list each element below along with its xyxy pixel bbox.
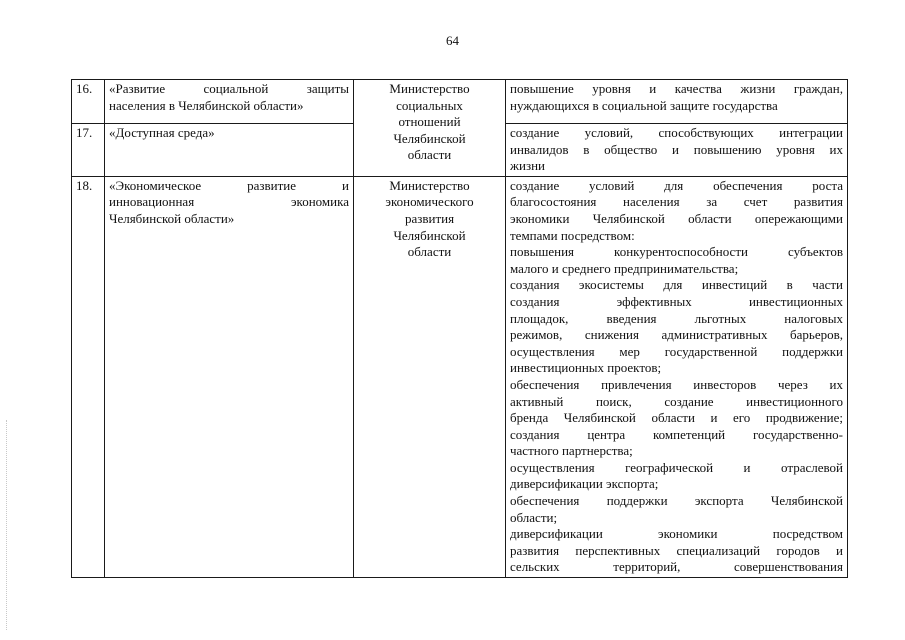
goal-line: обеспечения привлечения инвесторов через их xyxy=(510,376,843,392)
goal-line: инвалидов в общество и повышению уровня их xyxy=(510,141,843,157)
program-name-line: «Доступная среда» xyxy=(109,125,215,140)
goal-line: обеспечения поддержки экспорта Челябинской xyxy=(510,493,843,509)
scan-edge-artifact xyxy=(6,420,8,630)
ministry-line: социальных xyxy=(396,97,463,113)
goal-line: активный поиск, создание инвестиционного xyxy=(510,393,843,409)
goal-line: развития перспективных специализаций городов и xyxy=(510,542,843,558)
goal-line: темпами посредством: xyxy=(510,227,635,243)
goal-line: создания эффективных инвестиционных xyxy=(510,293,843,309)
ministry-line: области xyxy=(407,244,452,260)
goal-line: области; xyxy=(510,509,558,525)
goal-line: повышение уровня и качества жизни граждан, xyxy=(510,81,843,96)
goal-line: создание условий для обеспечения роста xyxy=(510,177,843,193)
goal-line: благосостояния населения за счет развития xyxy=(510,194,843,210)
goal-line: частного партнерства; xyxy=(510,443,633,459)
goal-line: экономики Челябинской области опережающими xyxy=(510,210,843,226)
goal-line: осуществления мер государственной поддержки xyxy=(510,343,843,359)
responsible-ministry xyxy=(354,80,506,177)
goal-line: малого и среднего предпринимательства; xyxy=(510,260,739,276)
row-number: 17. xyxy=(72,124,105,177)
program-goal xyxy=(506,124,848,177)
goal-line: осуществления географической и отраслевой xyxy=(510,459,843,475)
table-row-16 xyxy=(72,80,848,124)
table-row-18 xyxy=(72,176,848,577)
goal-line: жизни xyxy=(510,158,545,174)
goal-line: площадок, введения льготных налоговых xyxy=(510,310,843,326)
ministry-line: Челябинской xyxy=(393,130,466,146)
goal-line: диверсификации экспорта; xyxy=(510,476,659,492)
row-number: 16. xyxy=(72,80,105,124)
ministry-line: экономического xyxy=(385,194,474,210)
goal-line: создание условий, способствующих интеграции xyxy=(510,125,843,140)
ministry-line: отношений xyxy=(398,114,461,130)
program-name xyxy=(105,124,354,177)
program-name xyxy=(105,80,354,124)
program-name-line: инновационная экономика xyxy=(109,194,349,210)
ministry-line: Министерство xyxy=(389,177,470,193)
program-name-line: «Экономическое развитие и xyxy=(109,177,349,193)
program-name-line: населения в Челябинской области» xyxy=(109,97,304,113)
ministry-line: области xyxy=(407,147,452,163)
program-goal xyxy=(506,80,848,124)
ministry-line: развития xyxy=(404,210,455,226)
program-goal xyxy=(506,176,848,577)
goal-line: повышения конкурентоспособности субъектов xyxy=(510,244,843,260)
ministry-line: Челябинской xyxy=(393,227,466,243)
goal-line: инвестиционных проектов; xyxy=(510,360,662,376)
goal-line: диверсификации экономики посредством xyxy=(510,526,843,542)
goal-line: режимов, снижения административных барьеров, xyxy=(510,327,843,343)
goal-line: сельских территорий, совершенствования xyxy=(510,559,843,575)
program-name xyxy=(105,176,354,577)
responsible-ministry xyxy=(354,176,506,577)
goal-line: создания экосистемы для инвестиций в части xyxy=(510,277,843,293)
programs-table xyxy=(71,79,848,578)
row-number: 18. xyxy=(72,176,105,577)
goal-line: нуждающихся в социальной защите государства xyxy=(510,97,778,113)
goal-line: создания центра компетенций государственно- xyxy=(510,426,843,442)
goal-line: бренда Челябинской области и его продвижение; xyxy=(510,410,843,426)
program-name-line: «Развитие социальной защиты xyxy=(109,81,349,96)
page-number: 64 xyxy=(446,33,459,48)
ministry-line: Министерство xyxy=(389,81,470,96)
program-name-line: Челябинской области» xyxy=(109,210,235,226)
